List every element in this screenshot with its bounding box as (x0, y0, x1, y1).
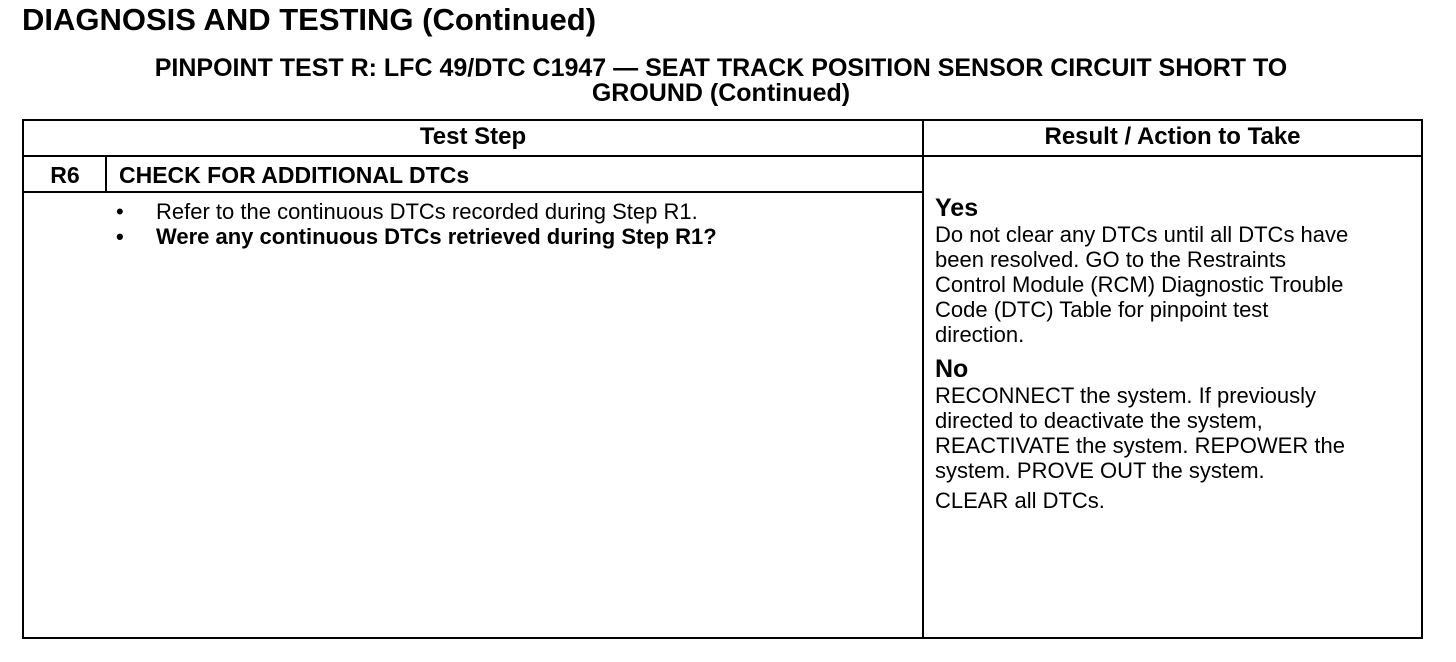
step-title: CHECK FOR ADDITIONAL DTCs (119, 162, 470, 188)
step-bullet-list (116, 199, 717, 249)
result-line: Do not clear any DTCs until all DTCs have (935, 222, 1349, 247)
result-line: been resolved. GO to the Restraints (935, 247, 1286, 272)
result-line: CLEAR all DTCs. (935, 488, 1105, 513)
pinpoint-test-title-line-1: PINPOINT TEST R: LFC 49/DTC C1947 — SEAT TRACK POSITION SENSOR CIRCUIT SHORT TO (154, 54, 1288, 82)
result-no-action (935, 383, 1423, 513)
result-yes-label: Yes (935, 194, 979, 222)
result-no (935, 356, 1423, 513)
result-line: REACTIVATE the system. REPOWER the (935, 433, 1345, 458)
result-line: RECONNECT the system. If previously (935, 383, 1317, 408)
pinpoint-test-title (20, 56, 1422, 106)
result-yes-action (935, 222, 1423, 347)
bullet-text: Refer to the continuous DTCs recorded during Step R1. (156, 199, 698, 224)
step-title-divider (24, 191, 922, 193)
bullet-icon: • (116, 199, 124, 224)
page-title: DIAGNOSIS AND TESTING (Continued) (22, 2, 597, 37)
result-yes (935, 195, 1423, 347)
header-result-action: Result / Action to Take (1044, 123, 1301, 150)
header-test-step: Test Step (419, 123, 527, 150)
list-item (116, 199, 717, 224)
result-line: system. PROVE OUT the system. (935, 458, 1265, 483)
result-no-label: No (935, 355, 969, 383)
test-step-table (22, 119, 1423, 639)
result-line: Control Module (RCM) Diagnostic Trouble (935, 272, 1344, 297)
result-line: direction. (935, 322, 1025, 347)
header-divider (24, 155, 1421, 157)
column-divider (922, 121, 924, 637)
list-item (116, 224, 717, 249)
bullet-icon: • (116, 224, 124, 249)
bullet-question-text: Were any continuous DTCs retrieved during Step R1? (156, 224, 717, 249)
pinpoint-test-title-line-2: GROUND (Continued) (591, 79, 851, 107)
result-line: directed to deactivate the system, (935, 408, 1263, 433)
step-id: R6 (50, 162, 80, 188)
result-line: Code (DTC) Table for pinpoint test (935, 297, 1269, 322)
